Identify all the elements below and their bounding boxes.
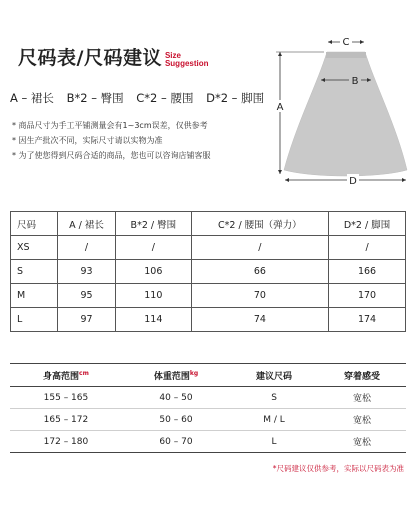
size-table: [10, 211, 406, 332]
table-row: [10, 431, 406, 453]
recommend-table: [10, 363, 406, 453]
table-cell: /: [329, 236, 406, 260]
header-cell: D*2 / 脚围: [329, 212, 406, 236]
table-cell: 174: [329, 308, 406, 332]
table-cell: 97: [58, 308, 116, 332]
table-cell: 74: [191, 308, 328, 332]
table-cell: 66: [191, 260, 328, 284]
header-cell: B*2 / 臀围: [116, 212, 192, 236]
table-cell: 106: [116, 260, 192, 284]
table-cell: 165 – 172: [10, 409, 122, 431]
label-a: A: [276, 102, 284, 113]
page-title: [18, 43, 209, 70]
table-cell: S: [230, 387, 318, 409]
table-header-row: [11, 212, 406, 236]
table-cell: 170: [329, 284, 406, 308]
header-cell: C*2 / 腰围（弹力）: [191, 212, 328, 236]
table-cell: 155 – 165: [10, 387, 122, 409]
table-cell: S: [11, 260, 58, 284]
measurement-codes: [10, 90, 273, 106]
table-row: [11, 284, 406, 308]
header-cell: [318, 364, 406, 387]
a-arrow-bottom-head: [278, 170, 282, 174]
table-cell: M: [11, 284, 58, 308]
table-cell: /: [191, 236, 328, 260]
table-cell: 93: [58, 260, 116, 284]
header-label: 建议尺码: [256, 371, 293, 382]
table-row: [10, 387, 406, 409]
table-cell: 172 – 180: [10, 431, 122, 453]
table-cell: 宽松: [318, 409, 406, 431]
d-arrow-left-head: [285, 178, 289, 182]
table-row: [11, 260, 406, 284]
table-cell: 40 – 50: [122, 387, 230, 409]
table-row: [10, 409, 406, 431]
label-b: B: [351, 76, 359, 87]
footnote: *尺码建议仅供参考，实际以尺码表为准: [272, 464, 404, 473]
table-cell: L: [230, 431, 318, 453]
header-label: 穿着感受: [344, 371, 381, 382]
code-b: B*2 – 臀围: [66, 91, 124, 105]
header-label: 身高范围: [43, 371, 80, 382]
note-item: * 商品尺寸为手工平铺测量会有1~3cm误差，仅供参考: [12, 121, 208, 130]
table-cell: 95: [58, 284, 116, 308]
label-c: C: [342, 37, 350, 48]
table-row: [11, 236, 406, 260]
header-cell: [122, 364, 230, 387]
subtitle-line-1: Size: [164, 51, 181, 60]
table-cell: /: [116, 236, 192, 260]
header-cell: A / 裙长: [58, 212, 116, 236]
a-arrow-top-head: [278, 52, 282, 56]
code-c: C*2 – 腰围: [136, 91, 194, 105]
title-text: 尺码表/尺码建议: [18, 47, 162, 69]
note-item: * 因生产批次不同，实际尺寸请以实物为准: [12, 136, 163, 145]
table-cell: 114: [116, 308, 192, 332]
subtitle-line-2: Suggestion: [164, 59, 209, 68]
table-row: [11, 308, 406, 332]
label-d: D: [349, 176, 357, 187]
code-d: D*2 – 脚围: [206, 91, 265, 105]
title-subtitle: [165, 52, 209, 68]
table-cell: 宽松: [318, 431, 406, 453]
c-arrow-left-head: [328, 40, 332, 44]
table-cell: /: [58, 236, 116, 260]
table-cell: 166: [329, 260, 406, 284]
code-a: A – 裙长: [10, 91, 54, 105]
table-cell: L: [11, 308, 58, 332]
d-arrow-right-head: [402, 178, 406, 182]
skirt-shape: [284, 52, 407, 176]
note-item: * 为了使您得到尺码合适的商品，您也可以咨询店铺客服: [12, 151, 211, 160]
table-header-row: [10, 364, 406, 387]
table-cell: 50 – 60: [122, 409, 230, 431]
skirt-diagram: [269, 28, 409, 188]
table-cell: M / L: [230, 409, 318, 431]
header-cell: [230, 364, 318, 387]
header-label: 体重范围: [153, 371, 190, 382]
skirt-waistband: [326, 52, 366, 58]
unit-label: cm: [79, 369, 89, 377]
header-cell: [10, 364, 122, 387]
table-cell: 宽松: [318, 387, 406, 409]
table-cell: 60 – 70: [122, 431, 230, 453]
c-arrow-right-head: [360, 40, 364, 44]
table-cell: 110: [116, 284, 192, 308]
notes-list: [12, 118, 211, 163]
table-cell: XS: [11, 236, 58, 260]
unit-label: kg: [189, 369, 199, 377]
table-cell: 70: [191, 284, 328, 308]
header-cell: 尺码: [11, 212, 58, 236]
